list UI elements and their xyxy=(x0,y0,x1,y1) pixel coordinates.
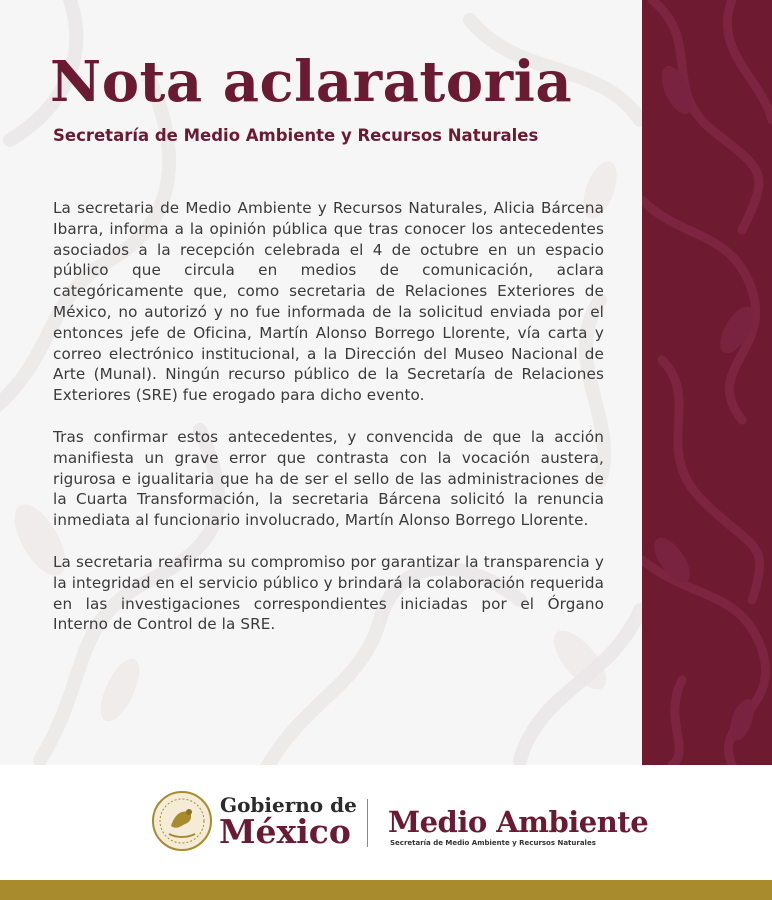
band-ornament-icon xyxy=(642,0,772,765)
mexico-label: México xyxy=(219,812,351,851)
paragraph: Tras confirmar estos antecedentes, y convencida de que la acción manifiesta un grave error que contrasta con la vocación austera, rigurosa e igualitaria que ha de ser el sello de las administraciones de la Cuarta Transformación, la secretaria Bárcena solicitó la renuncia inmediata al funcionario involucrado, Martín Alonso Borrego Llorente. xyxy=(53,427,604,530)
national-seal-icon xyxy=(151,790,213,852)
logo-divider xyxy=(367,799,368,847)
paragraph: La secretaria de Medio Ambiente y Recursos Naturales, Alicia Bárcena Ibarra, informa a la opinión pública que tras conocer los antecedentes asociados a la recepción celebrada el 4 de octubre en un espacio público que circula en medios de comunicación, aclara categóricamente que, como secretaria de Relaciones Exteriores de México, no autorizó y no fue informada de la solicitud enviada por el entonces jefe de Oficina, Martín Alonso Borrego Llorente, vía carta y correo electrónico institucional, a la Dirección del Museo Nacional de Arte (Munal). Ningún recurso público de la Secretaría de Relaciones Exteriores (SRE) fue erogado para dicho evento. xyxy=(53,199,604,405)
agency-subtitle: Secretaría de Medio Ambiente y Recursos Naturales xyxy=(390,839,596,847)
note-body xyxy=(53,198,604,656)
page-title: Nota aclaratoria xyxy=(50,49,573,115)
gold-bottom-bar xyxy=(0,880,772,900)
gobierno-label: Gobierno de xyxy=(220,793,357,817)
decorative-band xyxy=(642,0,772,765)
page-subtitle: Secretaría de Medio Ambiente y Recursos Naturales xyxy=(53,126,539,145)
paragraph: La secretaria reafirma su compromiso por garantizar la transparencia y la integridad en el servicio público y brindará la colaboración requerida en las investigaciones correspondientes iniciadas por el Órgano Interno de Control de la SRE. xyxy=(53,552,604,634)
footer xyxy=(0,765,772,880)
agency-name: Medio Ambiente xyxy=(388,805,649,839)
